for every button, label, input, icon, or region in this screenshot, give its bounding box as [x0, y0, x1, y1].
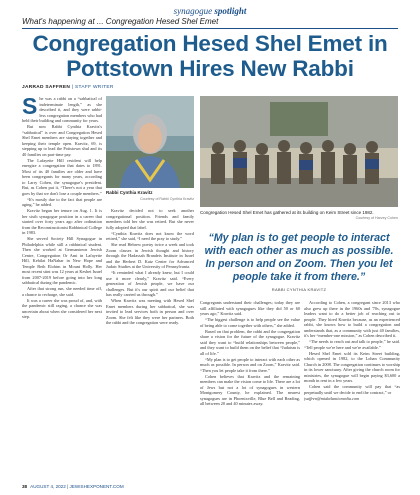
paragraph: When Kravitz was meeting with Hesed Shel Emet members during her sabbatical, she was invited to lead services both in person and over Zoom. She felt like they were her partners. Both the rabbi and the congregation were ready. — [106, 298, 194, 325]
top-rule — [22, 28, 398, 29]
byline: JARRAD SAFFREN | STAFF WRITER — [22, 85, 114, 90]
paragraph: According to Cohen, a congregant since 2013 who also grew up there in the 1960s and '70s, synagogue leaders want to do a better job of reaching out to people. They hired Kravitz because, as an experienced rabbi, she knows how to build a congregation and understands that, as a community with just 40 families, it's her “member-one mission,” as Cohen described it. — [304, 300, 400, 338]
pull-quote: “My plan is to get people to interact with each other as much as possible. In person and on Zoom. Then you let people take it from there.” — [204, 232, 394, 283]
paragraph: Cohen said the community will pay that “as perpetually until we decide to end the contract,” or — [304, 384, 400, 395]
paragraph: It was a career she was proud of, and, with the pandemic still raging, a chance she was uncertain about when she considered her next step. — [22, 297, 102, 319]
paragraph: But now Rabbi Cynthia Kravitz's “sabbatical” is over and Congregation Hesed Shel Emet members are staying together and keeping their temple open. Kravitz, 69, is stepping up to lead the Pottstown shul and its 40 families on part-time pay. — [22, 124, 102, 157]
paragraph: “Cynthia Kravitz does not know the word retired,” she said, “I need the pray to study.” — [106, 230, 194, 241]
paragraph: “It reminded what I already knew, but I could use it more clearly,” Kravitz said. “Every generation of Jewish people, we have our challenges. But it's our spirit and our belief that has really carried us through.” — [106, 270, 194, 297]
paragraph: The Lafayette Hill resident will help energize a congregation that dates to 1891. Most of its 40 families are older and have been congregants for many years, according to Larry Cohen, the synagogue's president. But, as Cohen put it, “There's not a year that goes by that we don't lose a couple members.” — [22, 157, 102, 196]
publication-line: AUGUST 4, 2022 | JEWISHEXPONENT.COM — [30, 484, 124, 489]
pull-quote-attribution: RABBI CYNTHIA KRAVITZ — [271, 287, 327, 292]
kicker: What's happening at ... Congregation Hesed Shel Emet — [22, 17, 219, 26]
paragraph: “The needs to reach out and talk to people,” he said. “Tell people we're here and we're available.” — [304, 339, 400, 350]
page-footer — [22, 484, 398, 489]
section-label: synagogue spotlight — [173, 6, 247, 16]
drop-cap: S — [22, 96, 38, 119]
body-column-1 — [22, 96, 102, 411]
paragraph: Kravitz began her tenure on Aug. 1. It is her sixth synagogue position in a career that started over forty years ago after ordination from the Reconstructionist Rabbinical College in 1983. — [22, 208, 102, 235]
headline: Congregation Hesed Shel Emet in Pottstown Hires New Rabbi — [32, 31, 388, 81]
paragraph: “It's mostly due to the fact that people are aging,” he added. — [22, 196, 102, 207]
paragraph: Congregants understand their challenges; today they are still affiliated with synagogues like they did 50 or 60 years ago,” Kravitz said. — [200, 300, 300, 316]
paragraph: Based on that problem, the rabbi and the congregation share a vision for the future of the synagogue. Kravitz said they want to “build relationships between people,” and they want to build them on the belief that “Judaism is all of life.” — [200, 328, 300, 356]
photo2-credit: Courtesy of Harvey Cohen — [355, 216, 398, 220]
paragraph: She served Society Hill Synagogue in Philadelphia while still a rabbinical student. Then she worked at Germantown Jewish Centre, Congregation Or Ami in Lafayette Hill, Kehilat HaNahar in New Hope and Temple Beth Elohim in Mount Holly. Her most recent stint was 12 years at Keshet Israel from 2007-2019 before going into her long sabbatical during the pandemic. — [22, 236, 102, 285]
body-column-4 — [304, 300, 400, 430]
paragraph: Hesed Shel Emet sold its Keim Street building, which opened in 1982, to the Lohan Community Church in 2008. The congregation continues to worship in its lower sanctuary. After giving the church room for ministries, the synagogue will begin paying $3,600 a month in rent in a few years. — [304, 350, 400, 383]
paragraph: She was a rabbi on a “sabbatical of indeterminate length,” as she described it, and they were rabbi-less congregation members who had held their building and community for years. — [22, 96, 102, 123]
paragraph: Kravitz decided not to seek another congregational position. Friends and family members told her she was retired. But she never fully adopted that label. — [106, 208, 194, 230]
paragraph: “The biggest challenge is to help people see the value of being able to come together with others,” she added. — [200, 317, 300, 328]
rabbi-portrait-photo — [106, 96, 194, 188]
body-column-3 — [200, 300, 300, 412]
portrait-illustration — [106, 96, 194, 188]
body-column-2 — [106, 208, 194, 413]
paragraph: She read Hebrew poetry twice a week and took Zoom classes in Jewish thought and history through the Hadassah Brandeis Institute in Israel and the Herbert D. Katz Center for Advanced Judaic Studies at the University of Pennsylvania. — [106, 242, 194, 269]
author-email: jsaffren@midatlanticmedia.com — [304, 395, 360, 401]
photo1-caption: Rabbi Cynthia Kravitz — [106, 190, 153, 195]
group-illustration — [200, 96, 398, 207]
page-number: 38 — [22, 484, 28, 489]
paragraph: After that strong run, she needed time off, a chance to recharge, she said. — [22, 286, 102, 297]
paragraph: “My plan is to get people to interact with each other as much as possible. In person and on Zoom,” Kravitz said. “Then you let people take it from there.” — [200, 356, 300, 373]
photo2-caption: Congregation Hesed Shel Emet has gathered at its building on Keim Street since 1982. — [200, 210, 374, 215]
photo1-credit: Courtesy of Rabbi Cynthia Kravitz — [140, 197, 194, 201]
paragraph: Cohen believes that Kravitz and the remaining members can make the vision come to life. There are a lot of Jews but not a lot of synagogues in western Montgomery County, he explained. The nearest synagogues are in Phoenixville, Blue Bell and Reading, all between 20 and 40 minutes away. — [200, 373, 300, 406]
synagogue-group-photo — [200, 96, 398, 207]
